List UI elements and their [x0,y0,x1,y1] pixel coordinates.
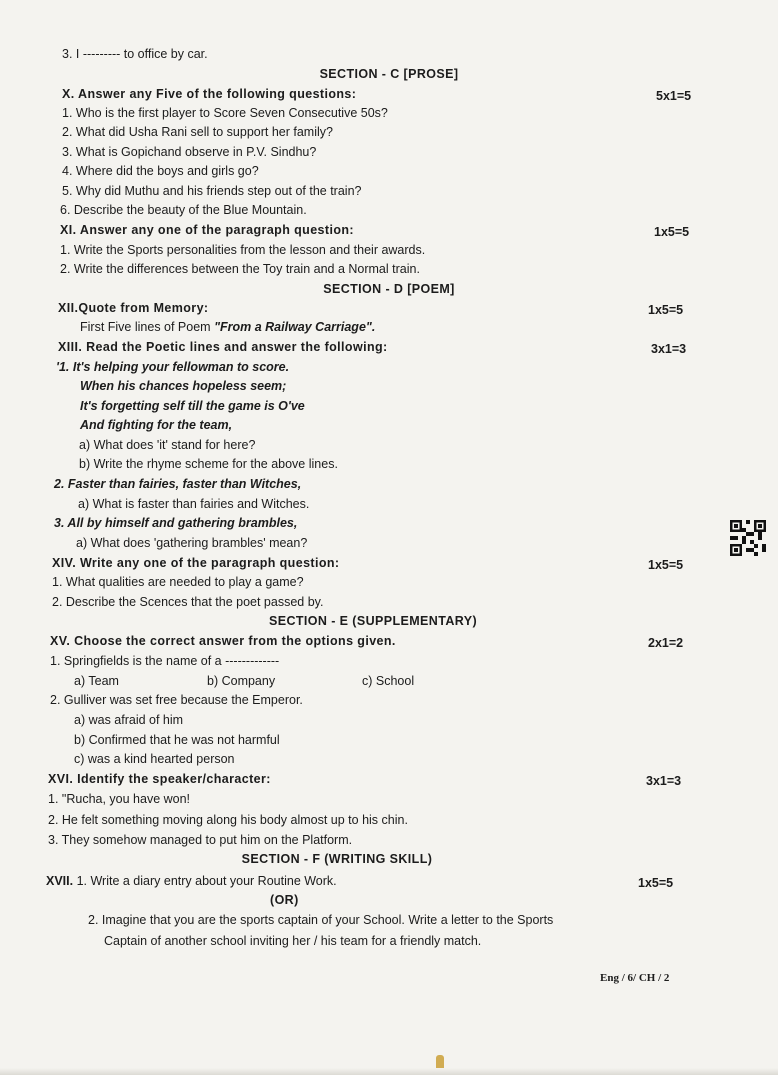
mcq-stem: 2. Gulliver was set free because the Emperor. [50,693,303,707]
page-bottom-edge [0,1068,778,1075]
question-xii-marks: 1x5=5 [648,303,684,317]
poem-line: 2. Faster than fairies, faster than Witches, [54,477,302,491]
question-xi-label: XI. Answer any one of the paragraph question: [60,223,354,237]
qr-code-icon [730,520,766,556]
question-xvii-number: XVII. [46,874,74,888]
question-xvii-task: 1. Write a diary entry about your Routine Work. [76,874,337,888]
question-xvi-item: 2. He felt something moving along his body almost up to his chin. [48,813,408,827]
question-x-item: 4. Where did the boys and girls go? [62,164,259,178]
section-d-heading: SECTION - D [POEM] [323,282,455,296]
poem-line: 3. All by himself and gathering brambles, [54,516,298,530]
poem-question: b) Write the rhyme scheme for the above lines. [79,457,338,471]
poem-line: It's forgetting self till the game is O've [80,399,305,413]
question-xvii-alt: Captain of another school inviting her / his team for a friendly match. [104,934,482,948]
question-xi-item: 1. Write the Sports personalities from the lesson and their awards. [60,243,426,257]
question-x-marks: 5x1=5 [656,89,692,103]
question-xvi-item: 3. They somehow managed to put him on the Platform. [48,833,353,847]
mcq-option: a) Team [74,674,119,688]
mcq-option: c) was a kind hearted person [74,752,235,766]
question-xiv-marks: 1x5=5 [648,558,684,572]
mcq-option: b) Confirmed that he was not harmful [74,733,280,747]
question-xii-instruction [80,320,375,335]
question-xiii-label: XIII. Read the Poetic lines and answer the following: [58,340,388,354]
question-xiv-label: XIV. Write any one of the paragraph question: [52,556,340,570]
question-xvi-item: 1. "Rucha, you have won! [48,792,191,806]
poem-title: "From a Railway Carriage". [214,320,376,334]
question-xvii-alt: 2. Imagine that you are the sports captain of your School. Write a letter to the Sports [88,913,554,927]
mcq-option: a) was afraid of him [74,713,184,727]
section-c-heading: SECTION - C [PROSE] [319,67,459,81]
ink-smudge [436,1055,444,1069]
poem-line: And fighting for the team, [80,418,233,432]
poem-line: '1. It's helping your fellowman to score. [56,360,290,374]
section-e-heading: SECTION - E (SUPPLEMENTARY) [268,614,478,628]
poem-line: When his chances hopeless seem; [80,379,287,393]
question-x-label: X. Answer any Five of the following questions: [62,87,357,101]
question-xvi-label: XVI. Identify the speaker/character: [48,772,271,786]
quote-prefix: First Five lines of Poem [80,320,215,334]
fill-blank-3: 3. I --------- to office by car. [62,47,208,61]
or-separator: (OR) [270,893,299,907]
question-xvii-label [46,874,337,889]
question-xi-item: 2. Write the differences between the Toy train and a Normal train. [60,262,420,276]
question-x-item: 5. Why did Muthu and his friends step out of the train? [62,184,362,198]
poem-question: a) What does 'gathering brambles' mean? [76,536,308,550]
question-xiv-item: 1. What qualities are needed to play a game? [52,575,304,589]
question-xvii-marks: 1x5=5 [638,876,674,890]
mcq-option: c) School [362,674,415,688]
question-xv-marks: 2x1=2 [648,636,684,650]
question-xiv-item: 2. Describe the Scences that the poet passed by. [52,595,324,609]
mcq-option: b) Company [207,674,276,688]
mcq-stem: 1. Springfields is the name of a ------------- [50,654,280,668]
poem-question: a) What is faster than fairies and Witches. [78,497,310,511]
question-x-item: 2. What did Usha Rani sell to support her family? [62,125,333,139]
question-x-item: 6. Describe the beauty of the Blue Mountain. [60,203,307,217]
question-x-item: 3. What is Gopichand observe in P.V. Sindhu? [62,145,317,159]
question-xiii-marks: 3x1=3 [651,342,687,356]
question-xvi-marks: 3x1=3 [646,774,682,788]
question-x-item: 1. Who is the first player to Score Seven Consecutive 50s? [62,106,388,120]
page-footer-code: Eng / 6/ CH / 2 [600,972,670,984]
question-xv-label: XV. Choose the correct answer from the options given. [50,634,396,648]
question-xi-marks: 1x5=5 [654,225,690,239]
poem-question: a) What does 'it' stand for here? [79,438,256,452]
section-f-heading: SECTION - F (WRITING SKILL) [241,852,433,866]
question-xii-label: XII.Quote from Memory: [58,301,209,315]
